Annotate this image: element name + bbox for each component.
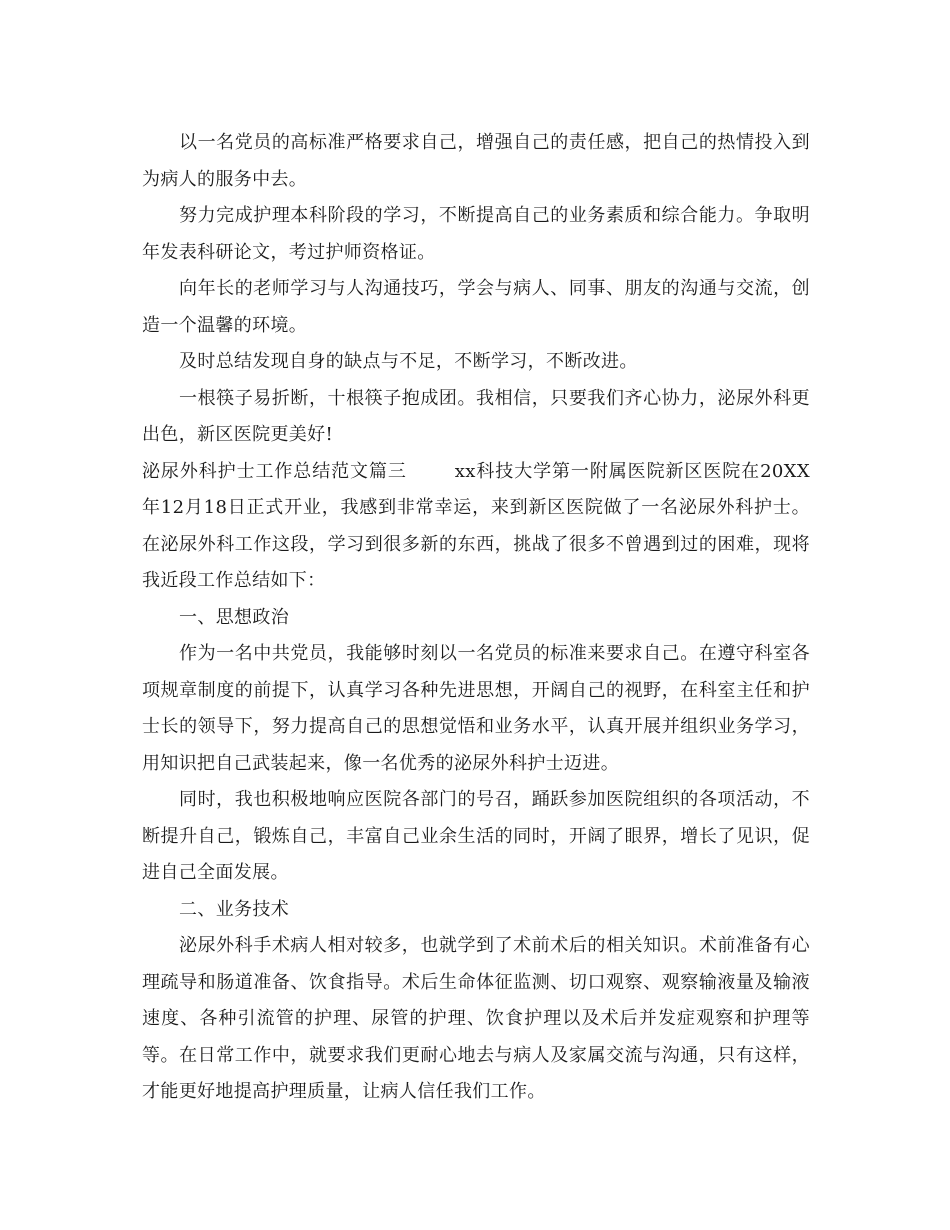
paragraph: 以一名党员的高标准严格要求自己，增强自己的责任感，把自己的热情投入到为病人的服务中去。 xyxy=(142,132,810,190)
paragraph: 一根筷子易折断，十根筷子抱成团。我相信，只要我们齐心协力，泌尿外科更出色，新区医院更美好! xyxy=(142,387,810,445)
paragraph: 努力完成护理本科阶段的学习，不断提高自己的业务素质和综合能力。争取明年发表科研论文，考过护师资格证。 xyxy=(142,205,810,263)
document-body xyxy=(142,125,810,1111)
paragraph: 同时，我也积极地响应医院各部门的号召，踊跃参加医院组织的各项活动，不断提升自己，锻炼自己，丰富自己业余生活的同时，开阔了眼界，增长了见识，促进自己全面发展。 xyxy=(142,789,810,883)
section-heading-1: 一、思想政治 xyxy=(179,606,290,628)
section-intro: xx科技大学第一附属医院新区医院在20XX年12月18日正式开业，我感到非常幸运，来到新区医院做了一名泌尿外科护士。在泌尿外科工作这段，学习到很多新的东西，挑战了很多不曾遇到过的困难，现将我近段工作总结如下： xyxy=(142,460,810,591)
paragraph: 泌尿外科手术病人相对较多，也就学到了术前术后的相关知识。术前准备有心理疏导和肠道准备、饮食指导。术后生命体征监测、切口观察、观察输液量及输液速度、各种引流管的护理、尿管的护理、饮食护理以及术后并发症观察和护理等等。在日常工作中，就要求我们更耐心地去与病人及家属交流与沟通，只有这样，才能更好地提高护理质量，让病人信任我们工作。 xyxy=(142,935,810,1102)
paragraph: 及时总结发现自身的缺点与不足，不断学习，不断改进。 xyxy=(179,351,638,372)
section-intro-paragraph xyxy=(142,454,810,600)
paragraph: 向年长的老师学习与人沟通技巧，学会与病人、同事、朋友的沟通与交流，创造一个温馨的环境。 xyxy=(142,278,810,336)
section-title: 泌尿外科护士工作总结范文篇三 xyxy=(142,460,407,482)
section-heading-2: 二、业务技术 xyxy=(179,898,290,920)
paragraph: 作为一名中共党员，我能够时刻以一名党员的标准来要求自己。在遵守科室各项规章制度的前提下，认真学习各种先进思想，开阔自己的视野，在科室主任和护士长的领导下，努力提高自己的思想觉悟和业务水平，认真开展并组织业务学习，用知识把自己武装起来，像一名优秀的泌尿外科护士迈进。 xyxy=(142,643,810,774)
